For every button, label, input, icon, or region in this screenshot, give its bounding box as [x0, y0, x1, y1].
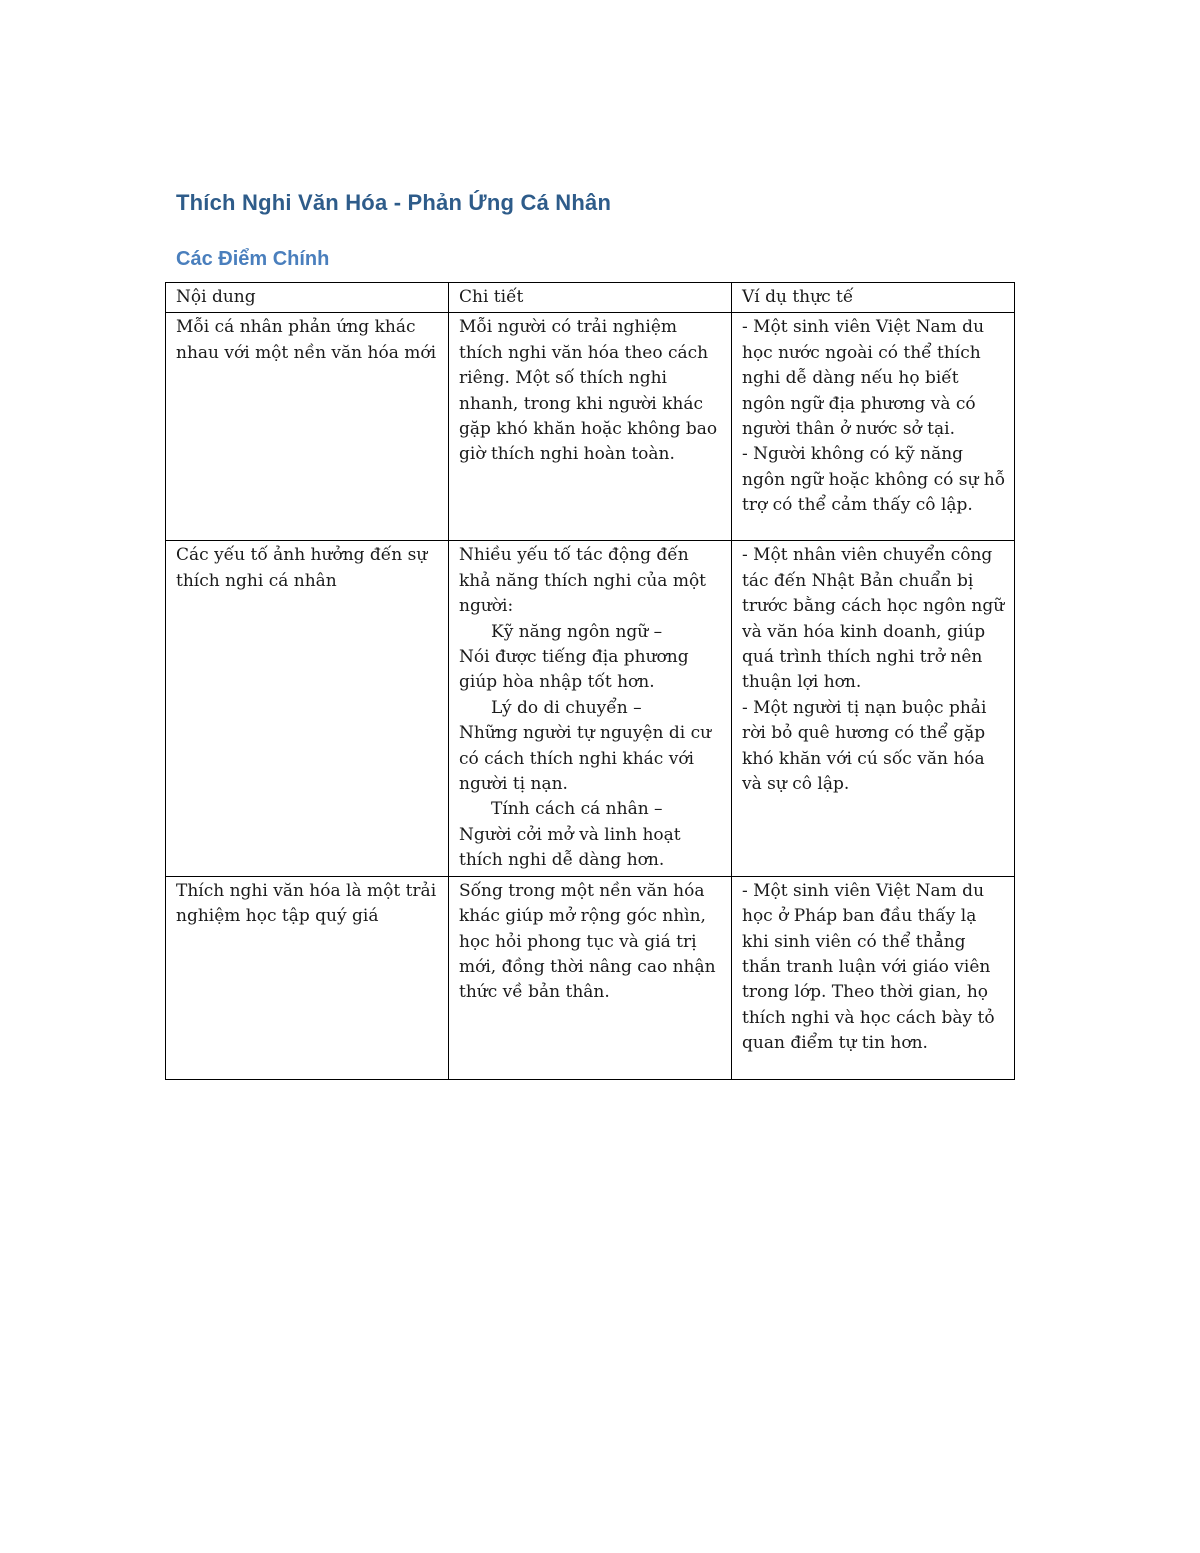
row-details-cell: Sống trong một nền văn hóa khác giúp mở rộng góc nhìn, học hỏi phong tục và giá trị mới, đồng thời nâng cao nhận thức về bản thân. — [449, 876, 732, 1079]
factor-head: Kỹ năng ngôn ngữ – — [491, 621, 663, 642]
details-intro: Nhiều yếu tố tác động đến khả năng thích nghi của một người: — [459, 545, 707, 617]
table-header-row — [166, 283, 1015, 313]
table-row — [166, 876, 1015, 1079]
row-examples-cell — [732, 541, 1015, 876]
factor-item — [459, 620, 723, 696]
key-points-table — [165, 282, 1015, 1080]
factor-text: Nói được tiếng địa phương giúp hòa nhập tốt hơn. — [459, 647, 689, 693]
row-examples-cell — [732, 876, 1015, 1079]
section-heading: Các Điểm Chính — [176, 248, 330, 270]
factor-head: Lý do di chuyển – — [491, 697, 642, 718]
factor-head: Tính cách cá nhân – — [491, 799, 663, 820]
table-row — [166, 541, 1015, 876]
row-details-cell: Mỗi người có trải nghiệm thích nghi văn hóa theo cách riêng. Một số thích nghi nhanh, trong khi người khác gặp khó khăn hoặc không bao giờ thích nghi hoàn toàn. — [449, 313, 732, 541]
example-item: - Một sinh viên Việt Nam du học ở Pháp ban đầu thấy lạ khi sinh viên có thể thẳng thắn tranh luận với giáo viên trong lớp. Theo thời gian, họ thích nghi và học cách bày tỏ quan điểm tự tin hơn. — [742, 880, 995, 1054]
example-item: - Người không có kỹ năng ngôn ngữ hoặc không có sự hỗ trợ có thể cảm thấy cô lập. — [742, 444, 1006, 516]
example-item: - Một người tị nạn buộc phải rời bỏ quê hương có thể gặp khó khăn với cú sốc văn hóa và sự cô lập. — [742, 697, 987, 795]
row-content-cell: Thích nghi văn hóa là một trải nghiệm học tập quý giá — [166, 876, 449, 1079]
example-item: - Một sinh viên Việt Nam du học nước ngoài có thể thích nghi dễ dàng nếu họ biết ngôn ngữ địa phương và có người thân ở nước sở tại. — [742, 317, 985, 440]
example-item: - Một nhân viên chuyển công tác đến Nhật Bản chuẩn bị trước bằng cách học ngôn ngữ và văn hóa kinh doanh, giúp quá trình thích nghi trở nên thuận lợi hơn. — [742, 545, 1005, 693]
row-content-cell: Các yếu tố ảnh hưởng đến sự thích nghi cá nhân — [166, 541, 449, 876]
table-row — [166, 313, 1015, 541]
factor-text: Người cởi mở và linh hoạt thích nghi dễ dàng hơn. — [459, 824, 681, 871]
factor-item — [459, 797, 723, 873]
header-cell-content: Nội dung — [166, 283, 449, 313]
row-examples-cell — [732, 313, 1015, 541]
header-cell-details: Chi tiết — [449, 283, 732, 313]
page-title: Thích Nghi Văn Hóa - Phản Ứng Cá Nhân — [176, 190, 612, 215]
factor-item — [459, 696, 723, 798]
row-content-cell: Mỗi cá nhân phản ứng khác nhau với một nền văn hóa mới — [166, 313, 449, 541]
factor-text: Những người tự nguyện di cư có cách thích nghi khác với người tị nạn. — [459, 723, 712, 795]
row-details-cell — [449, 541, 732, 876]
header-cell-examples: Ví dụ thực tế — [732, 283, 1015, 313]
